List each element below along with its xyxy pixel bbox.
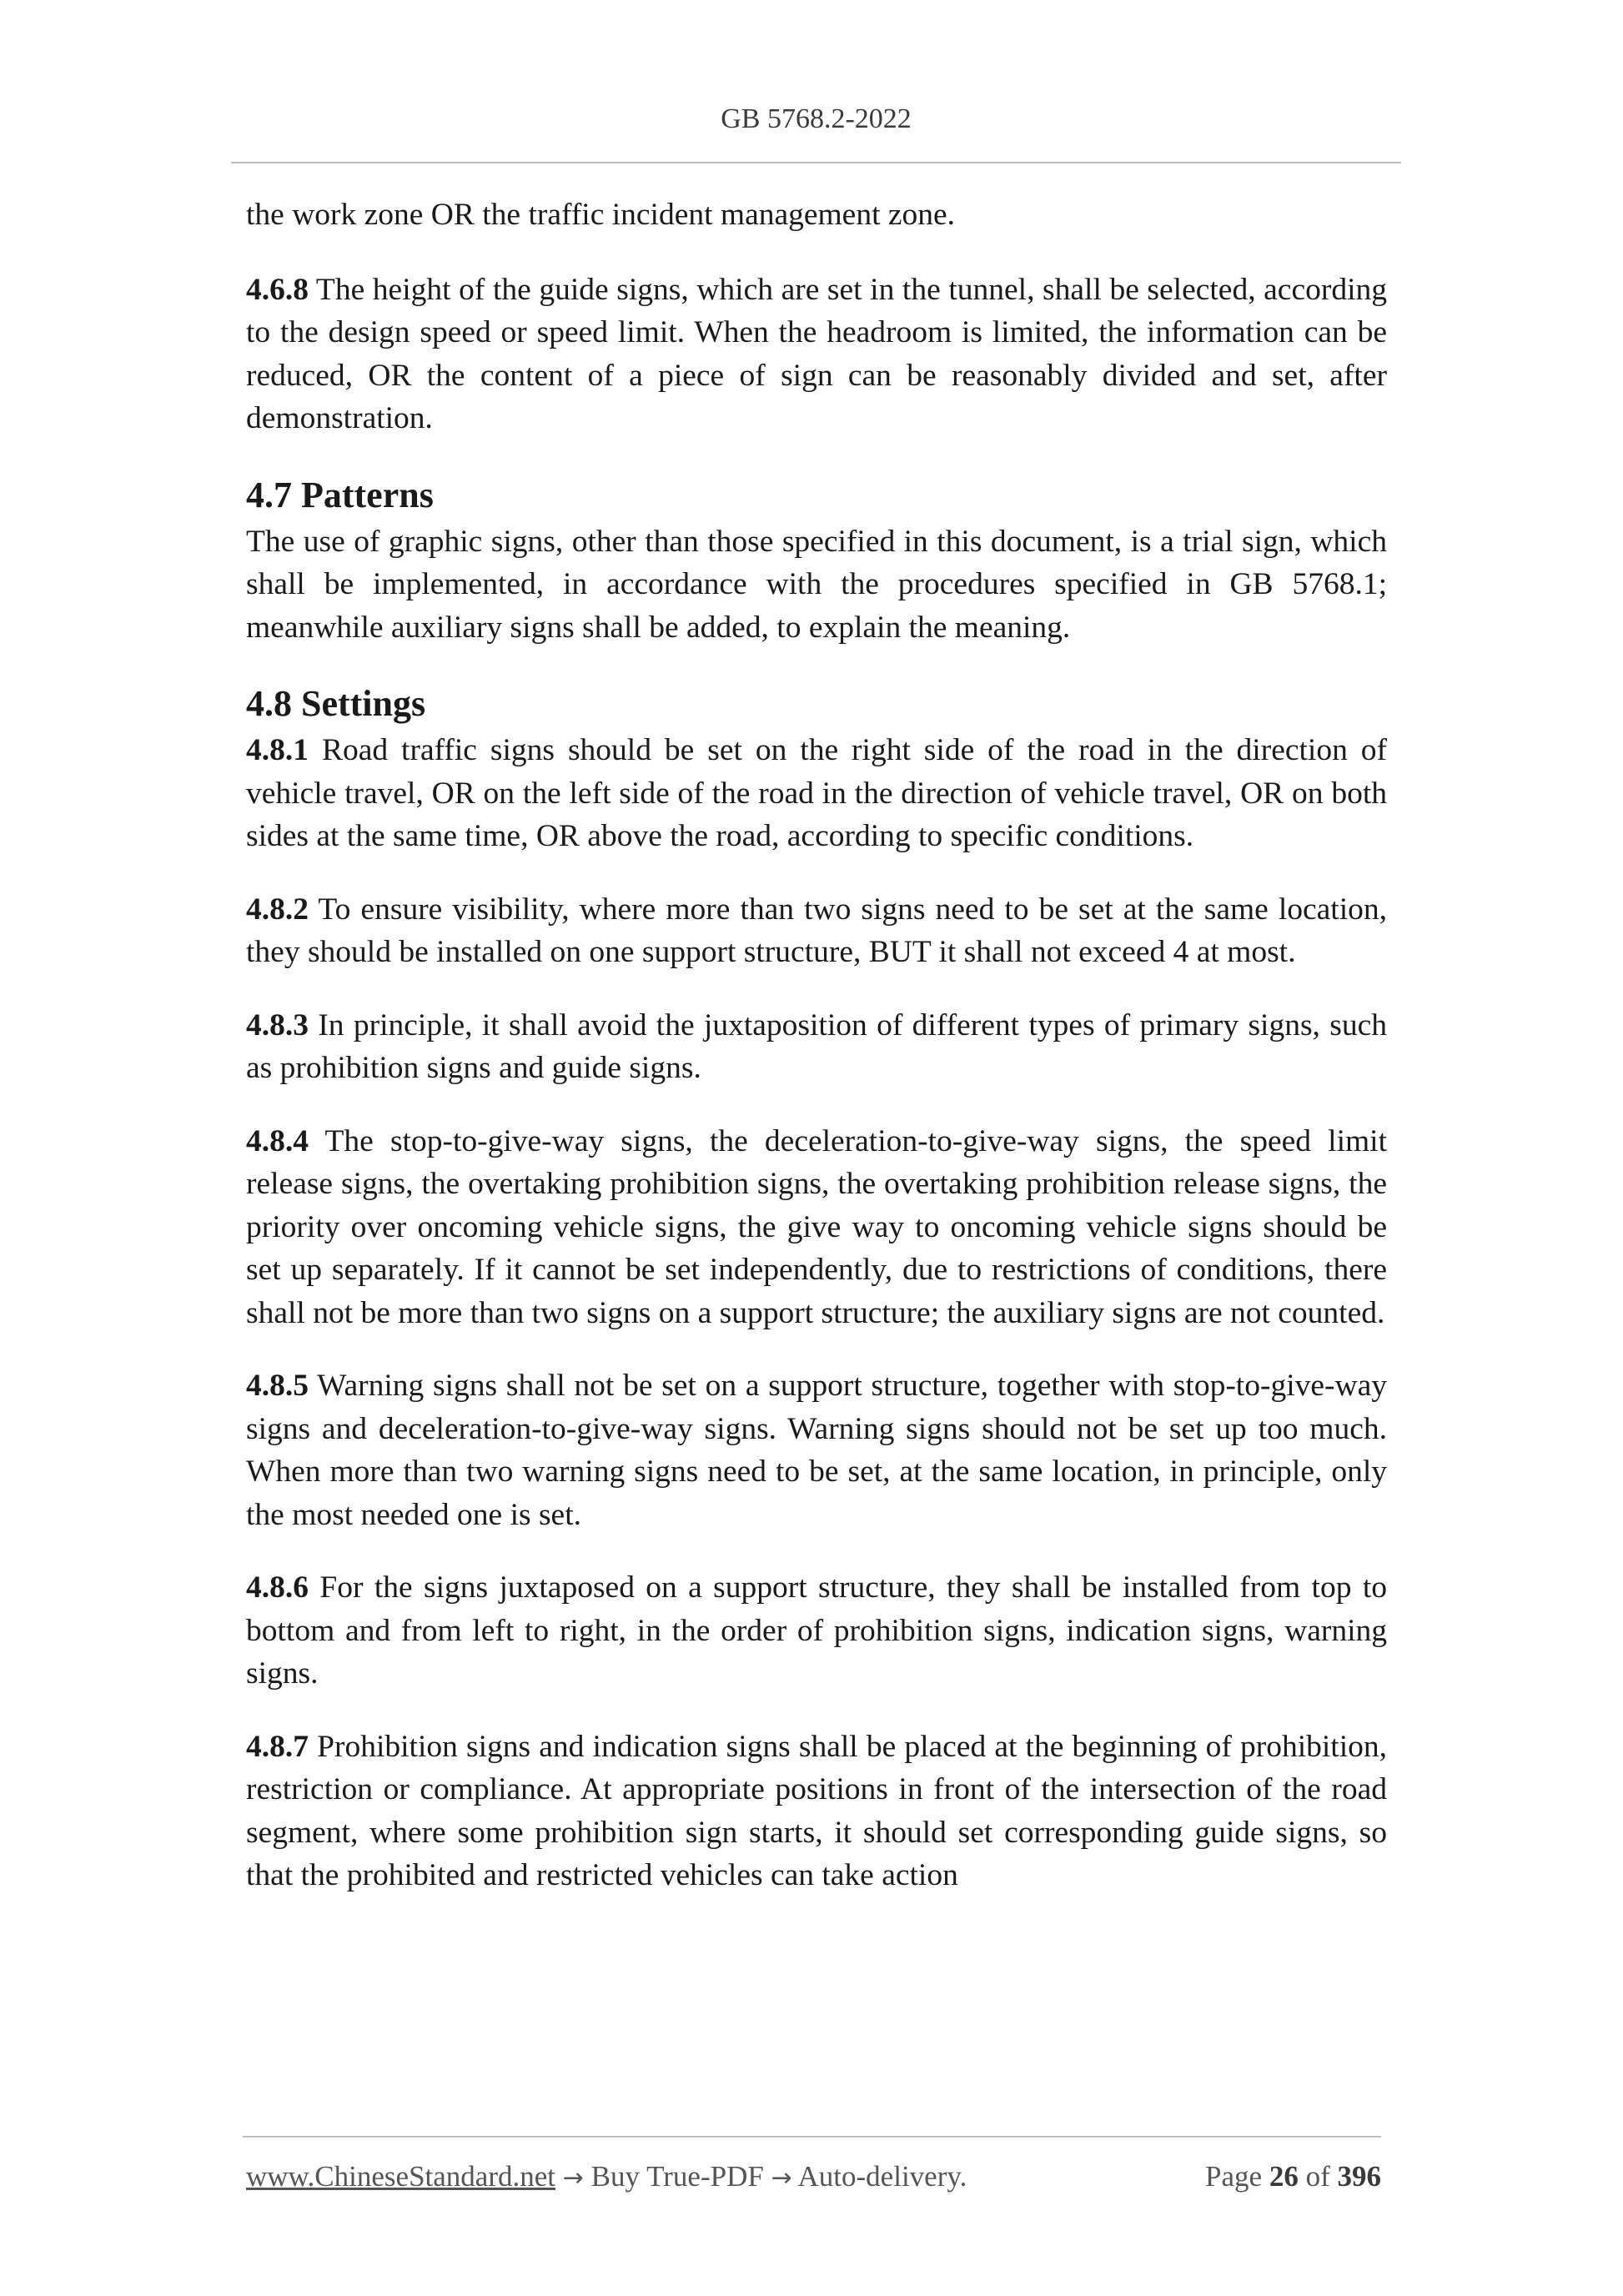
clause-4-6-8 <box>246 269 1387 440</box>
clause-text: Prohibition signs and indication signs shall be placed at the beginning of prohibition, restriction or compliance. At appropriate positions in front of the intersection of the road segment, where some prohibition sign starts, it should set corresponding guide signs, so that the prohibited and restricted vehicles can take action <box>246 1729 1387 1892</box>
clause-number: 4.8.2 <box>246 892 309 927</box>
of-label: of <box>1305 2160 1330 2193</box>
header-divider <box>231 162 1401 163</box>
clause-4-8-2 <box>246 888 1387 974</box>
clause-text: For the signs juxtaposed on a support structure, they shall be installed from top to bottom and from left to right, in the order of prohibition signs, indication signs, warning signs. <box>246 1570 1387 1691</box>
arrow-right-icon: → <box>562 2163 584 2193</box>
section-4-7-text: The use of graphic signs, other than those specified in this document, is a trial sign, which shall be implemented, in accordance with the procedures specified in GB 5768.1; meanwhile auxiliary signs shall be added, to explain the meaning. <box>246 524 1387 645</box>
document-header <box>231 103 1401 135</box>
clause-number: 4.8.5 <box>246 1369 309 1403</box>
page-body <box>246 193 1387 1927</box>
clause-4-8-3 <box>246 1004 1387 1090</box>
site-link[interactable]: www.ChineseStandard.net <box>246 2160 555 2193</box>
clause-number: 4.8.7 <box>246 1729 309 1764</box>
auto-delivery-text: Auto-delivery. <box>797 2160 967 2193</box>
clause-4-8-4 <box>246 1120 1387 1335</box>
clause-text: In principle, it shall avoid the juxtaposition of different types of primary signs, such as prohibition signs and guide signs. <box>246 1007 1387 1085</box>
clause-text: To ensure visibility, where more than two signs need to be set at the same location, they should be installed on one support structure, BUT it shall not exceed 4 at most. <box>246 892 1387 969</box>
page-footer <box>246 2160 1381 2193</box>
clause-4-8-1 <box>246 729 1387 858</box>
footer-divider <box>243 2136 1381 2138</box>
footer-promo <box>246 2160 967 2193</box>
page-current: 26 <box>1269 2160 1299 2193</box>
clause-number: 4.8.3 <box>246 1007 309 1042</box>
clause-4-8-5 <box>246 1364 1387 1536</box>
clause-text: The stop-to-give-way signs, the deceleration-to-give-way signs, the speed limit release signs, the overtaking prohibition signs, the overtaking prohibition release signs, the priority over oncoming vehicle signs, the give way to oncoming vehicle signs should be set up separately. If it cannot be set independently, due to restrictions of conditions, there shall not be more than two signs on a support structure; the auxiliary signs are not counted. <box>246 1123 1387 1330</box>
arrow-right-icon: → <box>771 2163 792 2193</box>
clause-text: The height of the guide signs, which are set in the tunnel, shall be selected, according to the design speed or speed limit. When the headroom is limited, the information can be reduced, OR the content of a piece of sign can be reasonably divided and set, after demonstration. <box>246 272 1387 435</box>
clause-text: Warning signs shall not be set on a support structure, together with stop-to-give-way signs and deceleration-to-give-way signs. Warning signs should not be set up too much. When more than two warning signs need to be set, at the same location, in principle, only the most needed one is set. <box>246 1369 1387 1532</box>
page-total: 396 <box>1337 2160 1381 2193</box>
paragraph-continuation: the work zone OR the traffic incident management zone. <box>246 198 956 232</box>
section-heading-4-8: 4.8 Settings <box>246 683 426 724</box>
page-indicator <box>1205 2160 1381 2193</box>
document-id: GB 5768.2-2022 <box>721 103 912 134</box>
clause-4-8-7 <box>246 1726 1387 1897</box>
section-heading-4-7: 4.7 Patterns <box>246 474 434 515</box>
buy-pdf-text: Buy True-PDF <box>590 2160 764 2193</box>
clause-4-8-6 <box>246 1566 1387 1696</box>
clause-number: 4.6.8 <box>246 272 309 307</box>
clause-number: 4.8.6 <box>246 1570 309 1605</box>
clause-number: 4.8.1 <box>246 733 309 767</box>
clause-text: Road traffic signs should be set on the right side of the road in the direction of vehicle travel, OR on the left side of the road in the direction of vehicle travel, OR on both sides at the same time, OR above the road, according to specific conditions. <box>246 733 1387 853</box>
clause-number: 4.8.4 <box>246 1123 309 1158</box>
page-label: Page <box>1205 2160 1263 2193</box>
